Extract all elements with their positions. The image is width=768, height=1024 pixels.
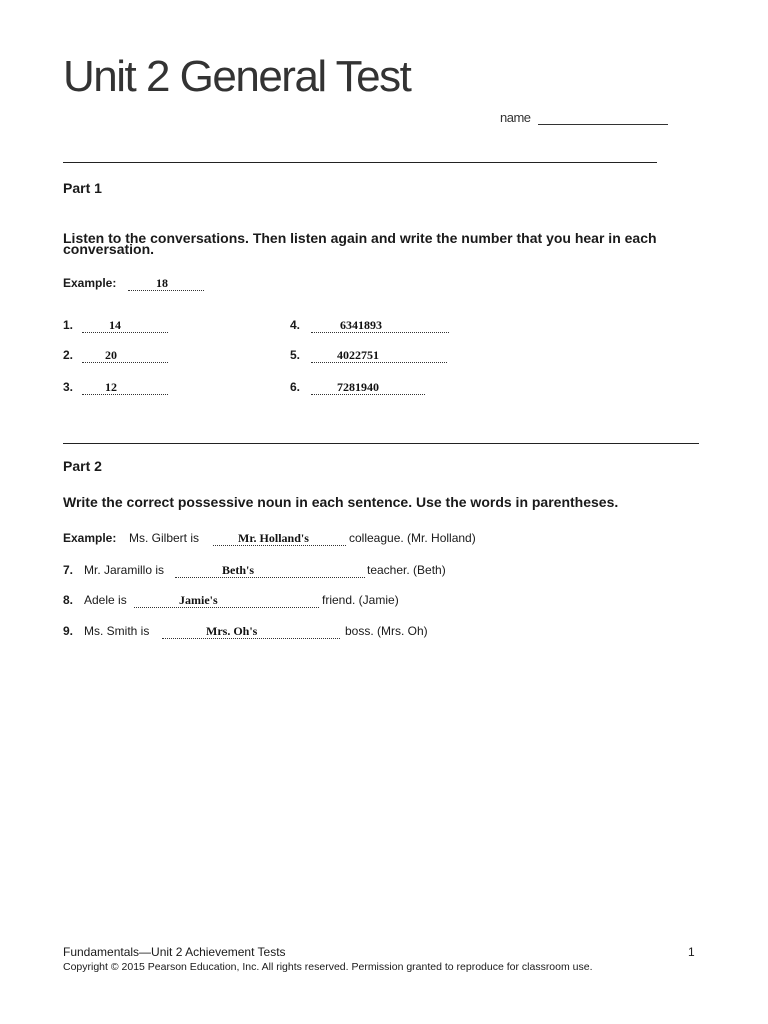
footer-title: Fundamentals—Unit 2 Achievement Tests (63, 945, 286, 959)
sentence-text: teacher. (Beth) (367, 563, 446, 577)
sentence-text: boss. (Mrs. Oh) (345, 624, 428, 638)
answer-blank[interactable] (82, 318, 168, 333)
answer-text: 14 (109, 318, 121, 332)
answer-blank[interactable] (82, 348, 168, 363)
item-number: 5. (290, 348, 301, 362)
sentence-text: friend. (Jamie) (322, 593, 399, 607)
answer-text: Jamie's (179, 593, 218, 607)
part2-example-answer: Mr. Holland's (238, 531, 309, 545)
part1-instruction: Listen to the conversations. Then listen again and write the number that you hear in each conversation. (63, 230, 657, 257)
item-number: 9. (63, 624, 74, 638)
item-number: 8. (63, 593, 74, 607)
answer-text: Beth's (222, 563, 255, 577)
item-number: 1. (63, 318, 74, 332)
divider (63, 162, 657, 163)
name-label: name (500, 110, 531, 125)
answer-text: Mrs. Oh's (206, 624, 258, 638)
answer-blank[interactable] (82, 380, 168, 395)
answer-blank[interactable] (134, 593, 319, 608)
sentence-text: Adele is (84, 593, 127, 607)
part2-example-label: Example: (63, 531, 117, 545)
sentence-text: Ms. Smith is (84, 624, 150, 638)
item-number: 6. (290, 380, 301, 394)
sentence-text: Mr. Jaramillo is (84, 563, 165, 577)
answer-text: 4022751 (337, 348, 379, 362)
item-number: 4. (290, 318, 301, 332)
part1-heading: Part 1 (63, 180, 102, 196)
name-blank[interactable] (538, 124, 668, 125)
page-title: Unit 2 General Test (63, 52, 411, 101)
answer-text: 7281940 (337, 380, 379, 394)
divider (63, 443, 699, 444)
answer-blank[interactable] (175, 563, 365, 578)
item-number: 3. (63, 380, 74, 394)
sentence-text: colleague. (Mr. Holland) (349, 531, 476, 545)
part1-example-answer: 18 (156, 276, 168, 290)
answer-text: 20 (105, 348, 117, 362)
answer-blank[interactable] (311, 348, 447, 363)
answer-text: 12 (105, 380, 117, 394)
part2-heading: Part 2 (63, 458, 102, 474)
item-number: 2. (63, 348, 74, 362)
part1-example-label: Example: (63, 276, 117, 290)
sentence-text: Ms. Gilbert is (129, 531, 200, 545)
part2-instruction: Write the correct possessive noun in each sentence. Use the words in parentheses. (63, 494, 619, 510)
page-number: 1 (688, 945, 695, 959)
footer-copyright: Copyright © 2015 Pearson Education, Inc. All rights reserved. Permission granted to reproduce for classroom use. (63, 961, 593, 973)
item-number: 7. (63, 563, 74, 577)
answer-text: 6341893 (340, 318, 382, 332)
